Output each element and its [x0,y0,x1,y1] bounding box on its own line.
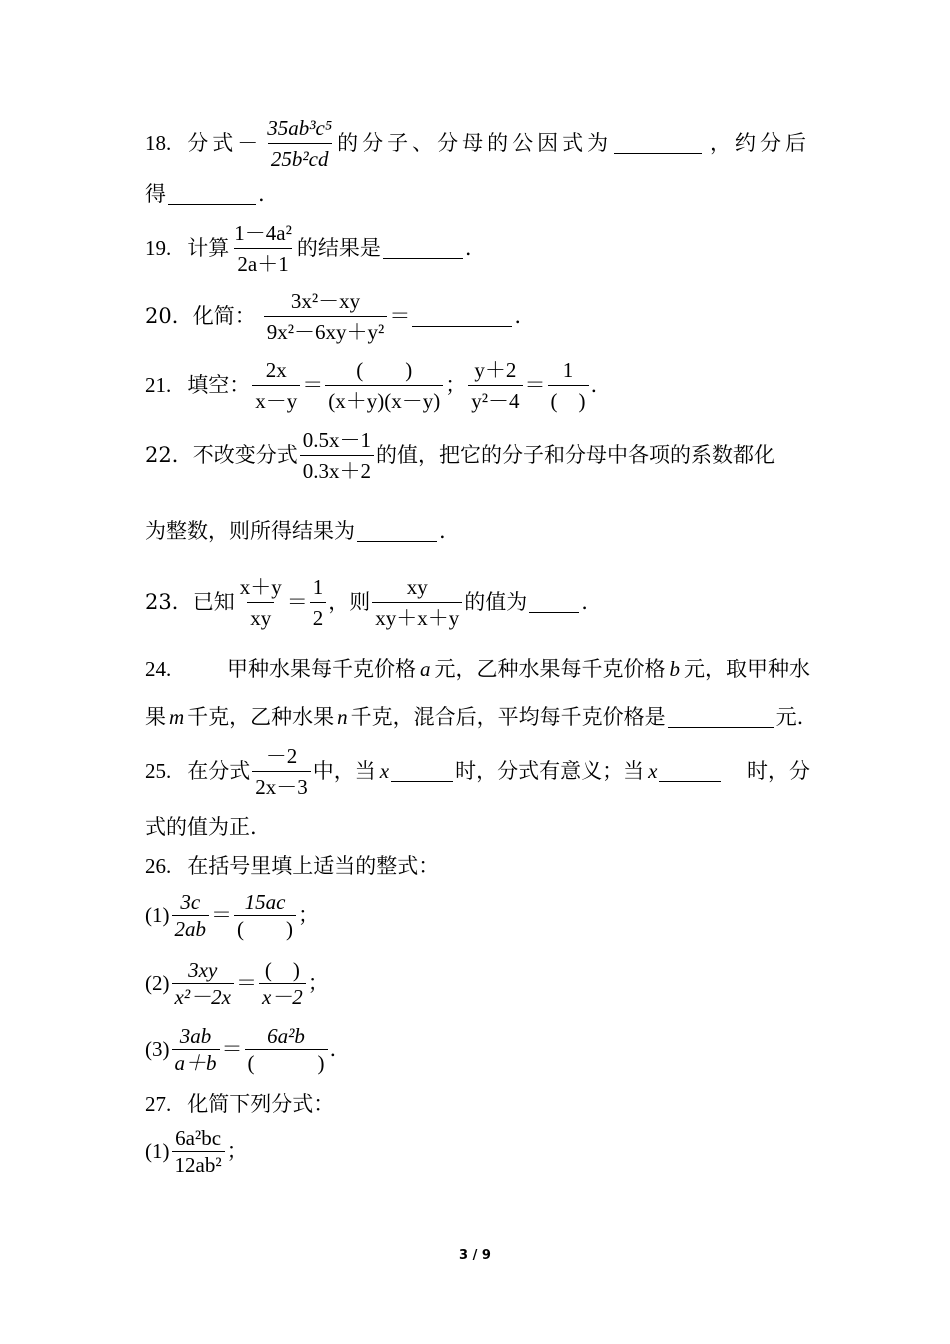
q23-fraction3 [372,574,462,631]
q19-text2: 的结果是 [296,236,381,260]
q27-label: 27. [145,1092,172,1116]
q24-var-b: b [669,657,680,681]
q24-var-n: n [337,705,348,729]
q25-blank2[interactable] [659,761,721,782]
q23-text3: 的值为 [464,590,528,614]
q25-denominator: 2x－3 [252,771,311,800]
question-23 [145,575,810,629]
question-25-cont [145,813,810,841]
q21-f2-denominator: (x＋y)(x－y) [325,385,443,414]
q20-denominator: 9x²－6xy＋y² [264,316,388,345]
q23-f2-numerator: 1 [312,574,324,599]
q20-equals: ＝ [389,304,411,328]
q22-denominator: 0.3x＋2 [300,455,374,484]
q25-text1: 在分式 [187,759,251,783]
q20-blank[interactable] [412,306,512,327]
question-18-cont [145,180,810,208]
q23-label: 23．已知 [145,590,235,614]
q23-blank[interactable] [529,592,579,613]
q18-fraction [264,115,335,172]
q21-equals1: ＝ [302,373,324,397]
q24-text2: 元，乙种水果每千克价格 [434,657,666,681]
q25-var-x1: x [379,759,390,783]
q25-blank1[interactable] [391,761,453,782]
question-27 [145,1090,810,1118]
q26-p2-fraction1 [172,959,234,1008]
q21-end: . [590,373,598,397]
q26-p1-index: (1) [145,903,170,927]
q19-fraction [231,220,295,277]
q22-blank[interactable] [357,521,437,542]
q26-p2-f2-numerator[interactable]: ( ) [264,957,300,982]
q25-numerator: －2 [265,743,298,768]
q21-f3-numerator: y＋2 [474,357,517,382]
q21-f4-numerator: 1 [562,357,574,382]
q25-text4: 时，分 [747,759,810,783]
q26-p1-fraction2 [234,891,296,940]
q21-fraction3 [468,357,522,414]
q26-p3-f2-denominator[interactable]: ( ) [245,1049,328,1074]
q26-p2-equals: ＝ [235,971,257,995]
q23-text2: ，则 [328,590,371,614]
q23-f3-numerator: xy [406,574,428,599]
q18-label: 18. [145,131,172,155]
q26-p3-f1-denominator: a＋b [172,1049,220,1074]
q26-p2-f2-denominator: x－2 [259,983,306,1008]
q26-label: 26. [145,854,172,878]
q27-p1-end: ； [226,1139,248,1163]
q27-text1: 化简下列分式： [187,1092,335,1116]
q18-numerator: 35ab³c⁵ [267,115,333,140]
q18-text1: 分式－ [187,131,263,155]
q24-text5: 千克，乙种水果 [187,705,335,729]
q24-text4: 果 [145,705,166,729]
q26-part3 [145,1022,810,1076]
q18-text5: . [258,182,265,206]
q24-text1: 甲种水果每千克价格 [227,657,416,681]
q23-f2-denominator: 2 [310,602,327,631]
q20-fraction [264,288,388,345]
q24-blank[interactable] [668,707,774,728]
q25-var-x2: x [648,759,658,783]
q19-text3: . [464,236,472,260]
q20-numerator: 3x²－xy [290,288,361,313]
q22-text3: 为整数，则所得结果为 [145,519,355,543]
question-26 [145,852,810,880]
q22-text2: 的值，把它的分子和分母中各项的系数都化 [375,443,775,467]
q26-p1-end: ； [298,903,319,927]
q18-text2: 的分子、分母的公因式为 [337,131,613,155]
q24-text3: 元，取甲种水 [684,657,810,681]
q26-p1-f2-numerator: 15ac [244,889,286,914]
q18-text3: ，约分后 [710,131,810,155]
q23-f1-numerator: x＋y [239,574,282,599]
q26-p1-f1-denominator: 2ab [172,915,210,940]
q23-f3-denominator: xy＋x＋y [372,602,462,631]
q27-p1-denominator: 12ab² [172,1151,225,1176]
question-24 [145,655,810,683]
q23-fraction1 [237,574,285,631]
q18-blank1[interactable] [614,133,702,154]
q26-p3-f1-numerator: 3ab [179,1023,212,1048]
q19-text1: 计算 [187,236,230,260]
q21-fraction2 [325,357,443,414]
q21-f1-denominator: x－y [252,385,300,414]
q26-p3-fraction2 [245,1025,328,1074]
q19-label: 19. [145,236,172,260]
q19-numerator: 1－4a² [234,220,292,245]
q27-p1-numerator: 6a²bc [175,1125,222,1150]
q26-p3-fraction1 [172,1025,220,1074]
q23-text4: . [581,590,588,614]
question-24-cont [145,703,810,731]
q21-text1: 填空： [187,373,251,397]
q21-f1-numerator: 2x [265,357,287,382]
q19-denominator: 2a＋1 [234,248,291,277]
q24-text7: 元. [775,705,804,729]
q26-p2-index: (2) [145,971,170,995]
q24-text6: 千克，混合后，平均每千克价格是 [350,705,666,729]
q26-p3-index: (3) [145,1037,170,1061]
q25-text3: 时，分式有意义；当 [455,759,645,783]
q27-p1-index: (1) [145,1139,170,1163]
q19-blank[interactable] [383,238,463,259]
question-22-cont [145,517,810,545]
q25-fraction [252,743,311,800]
page-number: 3 / 9 [459,1248,491,1263]
q26-p1-equals: ＝ [211,903,232,927]
question-22 [145,428,810,482]
q24-var-m: m [169,705,185,729]
q20-label: 20．化简： [145,304,256,328]
q23-f1-denominator: xy [247,602,274,631]
q26-p1-f2-denominator[interactable]: ( ) [234,915,296,940]
question-20 [145,290,810,342]
q20-text3: . [514,304,522,328]
q26-text1: 在括号里填上适当的整式： [187,854,440,878]
q26-part2 [145,956,810,1010]
q21-f3-denominator: y²－4 [468,385,522,414]
q21-fraction1 [252,357,300,414]
question-19 [145,222,810,274]
q18-text4: 得 [145,182,166,206]
q26-p2-end: ； [307,971,329,995]
q21-fraction4 [548,357,589,414]
q18-denominator: 25b²cd [268,143,332,172]
q24-var-a: a [420,657,431,681]
q25-text5: 式的值为正. [145,815,257,839]
q22-text4: . [439,519,446,543]
q26-part1 [145,888,810,942]
question-21 [145,358,810,412]
question-18 [145,115,810,171]
q27-part1 [145,1124,810,1178]
q26-p1-fraction1 [172,891,210,940]
question-25 [145,744,810,798]
q25-text2: 中，当 [312,759,376,783]
q23-equals: ＝ [286,590,308,614]
q26-p3-end: . [329,1037,337,1061]
q26-p2-fraction2 [259,959,306,1008]
q23-fraction2 [310,574,327,631]
q21-equals2: ＝ [524,373,546,397]
q27-p1-fraction [172,1127,225,1176]
q21-f2-numerator[interactable]: ( ) [356,357,413,382]
q21-f4-denominator[interactable]: ( ) [548,385,589,414]
q26-p3-equals: ＝ [221,1037,243,1061]
q25-label: 25. [145,759,172,783]
q22-numerator: 0.5x－1 [302,427,371,452]
q24-label: 24. [145,657,172,681]
q21-separator: ； [445,373,467,397]
q22-fraction [300,427,374,484]
q26-p2-f1-denominator: x²－2x [172,983,234,1008]
q21-label: 21. [145,373,172,397]
q22-label: 22．不改变分式 [145,443,298,467]
q26-p1-f1-numerator: 3c [180,889,201,914]
q18-blank2[interactable] [168,184,256,205]
q26-p2-f1-numerator: 3xy [188,957,218,982]
q26-p3-f2-numerator: 6a²b [267,1023,305,1048]
